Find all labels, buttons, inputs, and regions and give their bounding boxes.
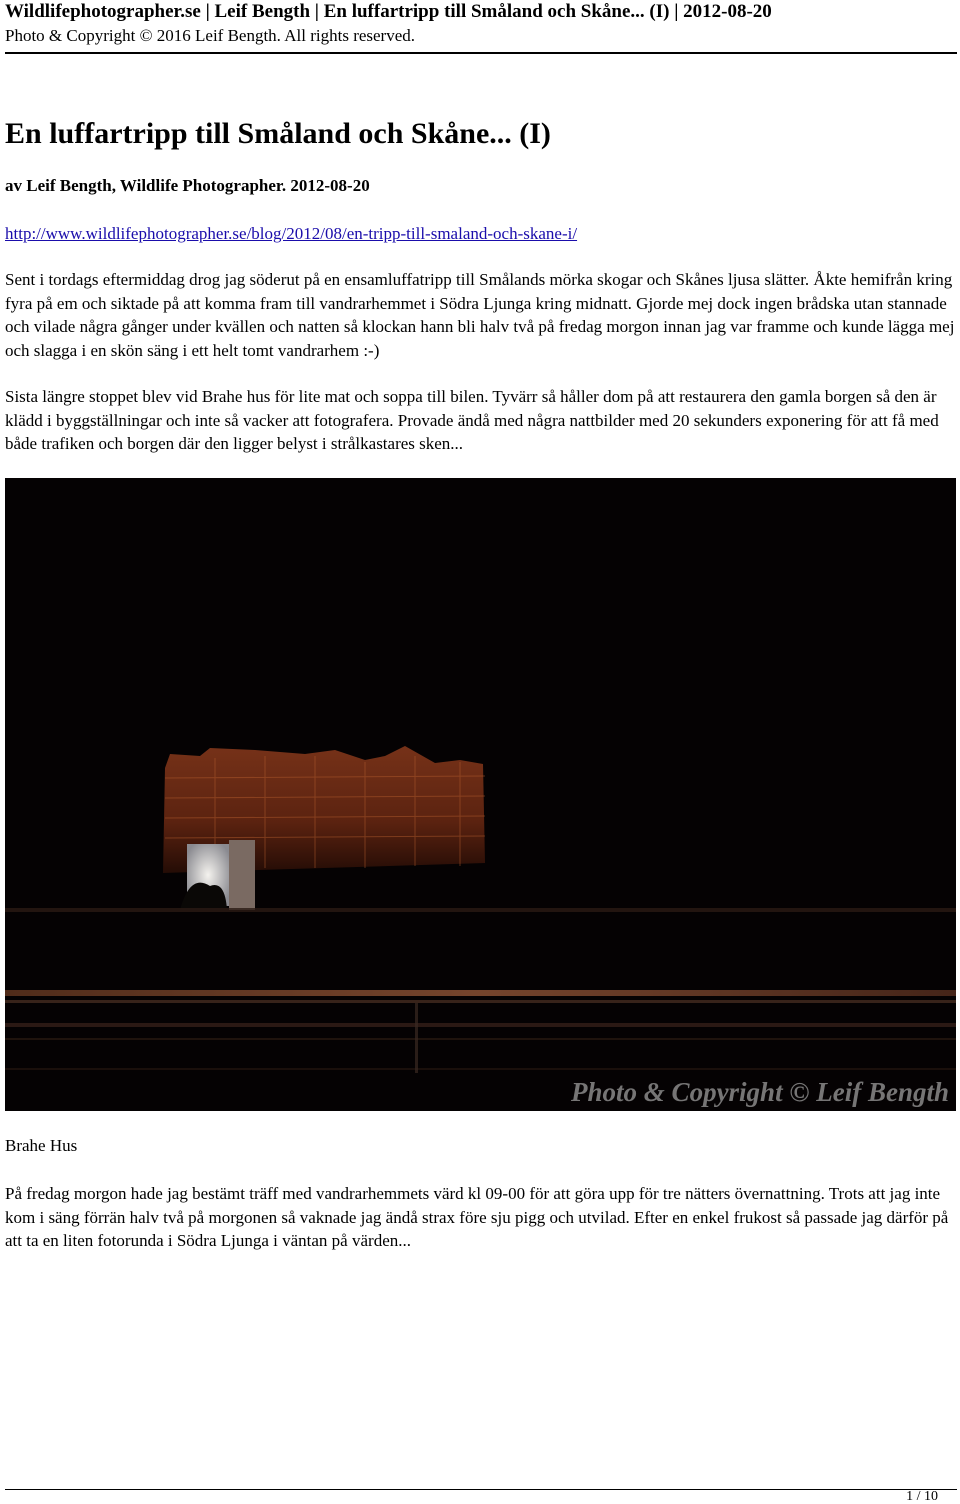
- photo-caption: Brahe Hus: [5, 1136, 78, 1155]
- photo-watermark: Photo & Copyright © Leif Bength: [571, 1077, 949, 1107]
- footer-divider: [5, 1489, 957, 1490]
- copyright-line: Photo & Copyright © 2016 Leif Bength. All rights reserved.: [5, 26, 416, 45]
- article-url-link[interactable]: http://www.wildlifephotographer.se/blog/2012/08/en-tripp-till-smaland-och-skane-i/: [5, 224, 578, 243]
- page-header: [5, 0, 957, 54]
- article-paragraph-3: På fredag morgon hade jag bestämt träff med vandrarhemmets värd kl 09-00 för att göra upp för tre nätters övernattning. Trots att jag inte kom i säng förrän halv två på morgonen så vaknade jag ändå strax före sju pigg och utvilad. Efter en enkel frukost så passade jag därför på att ta en liten fotorunda i Södra Ljunga i väntan på värden...: [5, 1184, 949, 1250]
- article-paragraph-2: Sista längre stoppet blev vid Brahe hus för lite mat och soppa till bilen. Tyvärr så håller dom på att restaurera den gamla borgen så den är klädd i byggställningar och inte så vacker att fotografera. Provade ändå med några nattbilder med 20 sekunders exponering för att få med både trafiken och borgen där den ligger belyst i strålkastares sken...: [5, 387, 939, 453]
- page-number: 1 / 10: [906, 1489, 938, 1504]
- article-paragraph-1: Sent i tordags eftermiddag drog jag söderut på en ensamluffatripp till Smålands mörka skogar och Skånes ljusa slätter. Åkte hemifrån kring fyra på em och siktade på att komma fram till vandrarhemmet i Södra Ljunga kring midnatt. Gjorde mej dock ingen brådska utan stannade och vilade några gånger under kvällen och natten så klockan hann bli halv två på fredag morgon innan jag var framme och kunde lägga mej och slagga i en skön säng i ett helt tomt vandrarhem :-): [5, 270, 955, 360]
- article-byline: av Leif Bength, Wildlife Photographer. 2012-08-20: [5, 176, 370, 195]
- article-title: En luffartripp till Småland och Skåne... (I): [5, 117, 551, 150]
- site-title-line[interactable]: Wildlifephotographer.se | Leif Bength | En luffartripp till Småland och Skåne... (I) | 2012-08-20: [5, 1, 772, 22]
- brahe-hus-night-photo: [5, 478, 956, 1111]
